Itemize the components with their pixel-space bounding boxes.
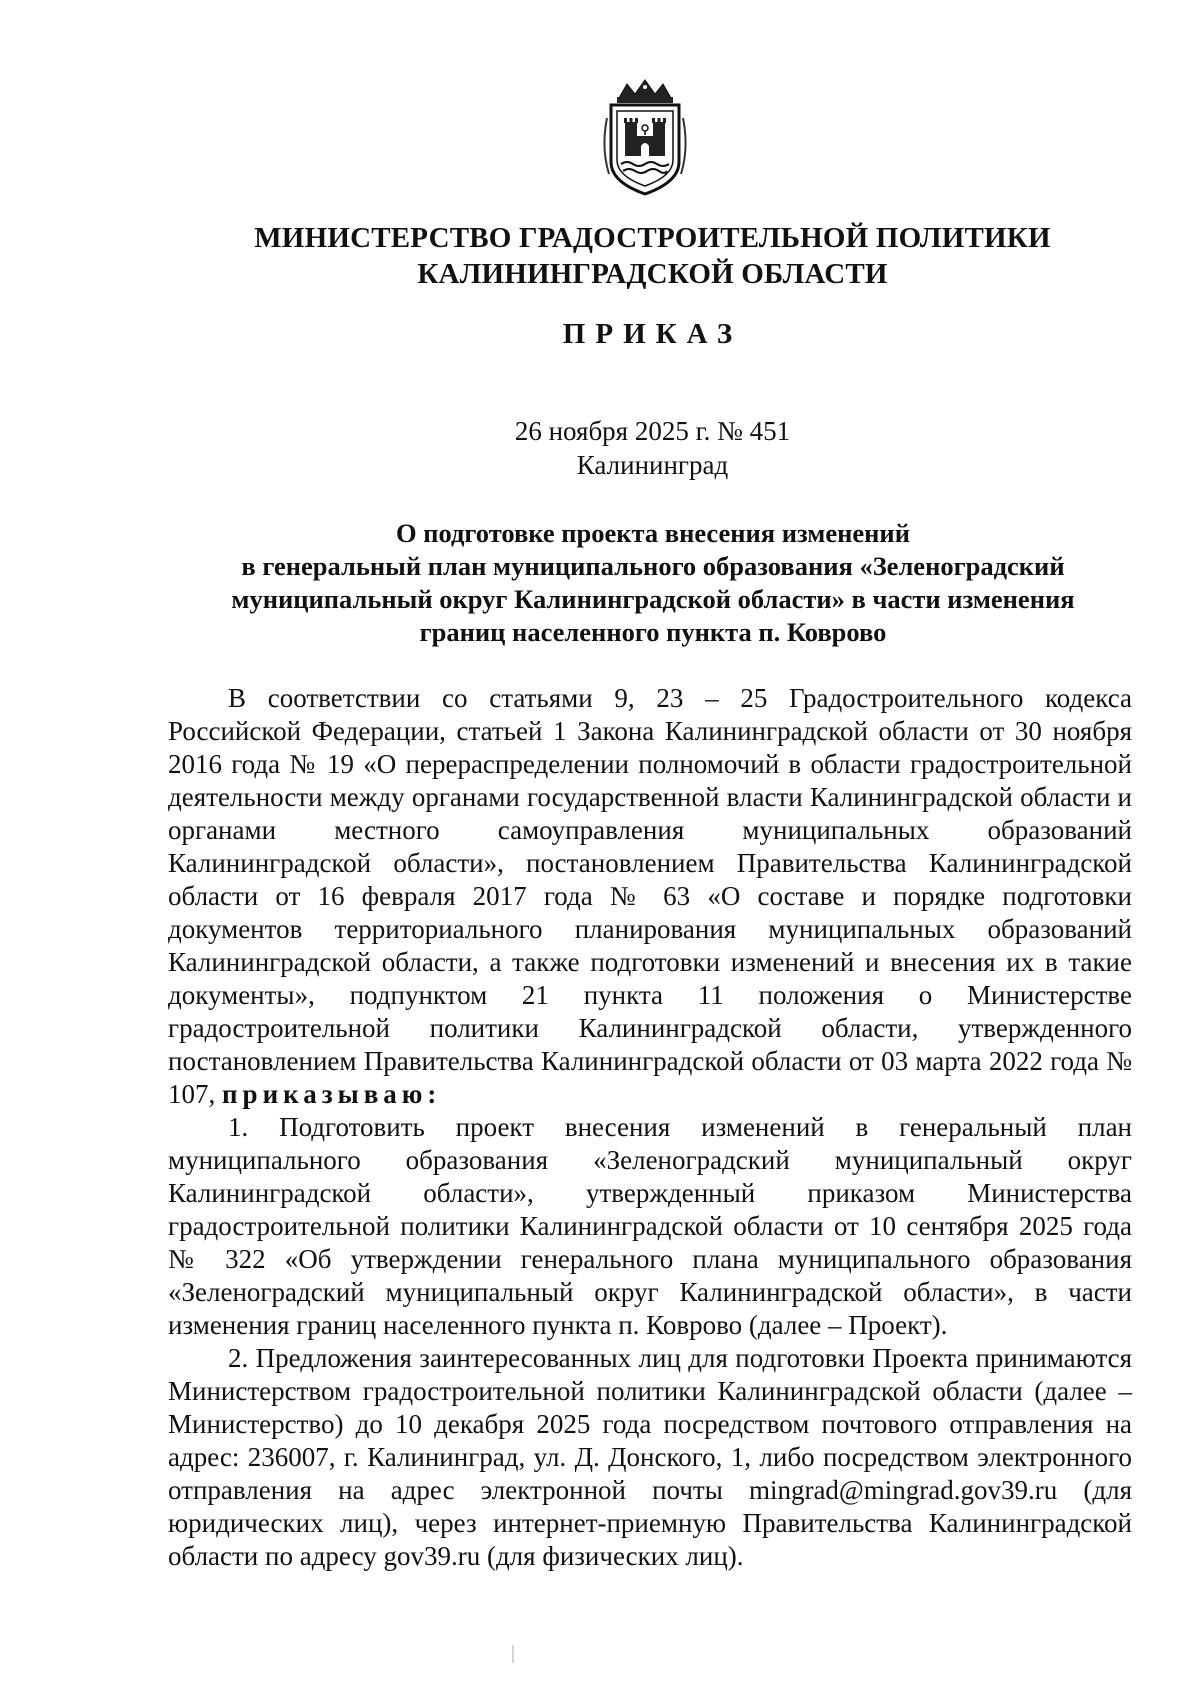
order-item-2: 2. Предложения заинтересованных лиц для подготовки Проекта принимаются Министерством градостроительной политики Калининградской области (далее – Министерство) до 10 декабря 2025 года посредством почтового отправления на адрес: 236007, г. Калининград, ул. Д. Донского, 1, либо посредством электронного отправления на адрес электронной почты mingrad@mingrad.gov39.ru (для юридических лиц), через интернет-приемную Правительства Калининградской области по адресу gov39.ru (для физических лиц). <box>168 1343 1132 1571</box>
scan-artifact-mark <box>512 1645 514 1663</box>
document-type-title: ПРИКАЗ <box>562 318 743 350</box>
order-item-1: 1. Подготовить проект внесения изменений в генеральный план муниципального образования «Зеленоградский муниципальный округ Калининградской области», утвержденный приказом Министерства градостроительной политики Калининградской области от 10 сентября 2025 года № 322 «Об утверждении генерального плана муниципального образования «Зеленоградский муниципальный округ Калининградской области», в части изменения границ населенного пункта п. Коврово (далее – Проект). <box>168 1112 1132 1340</box>
preamble-text: В соответствии со статьями 9, 23 – 25 Градостроительного кодекса Российской Федерации, статьей 1 Закона Калининградской области от 30 ноября 2016 года № 19 «О перераспределении полномочий в области градостроительной деятельности между органами государственной власти Калининградской области и органами местного самоуправления муниципальных образований Калининградской области», постановлением Правительства Калининградской области от 16 февраля 2017 года № 63 «О составе и порядке подготовки документов территориального планирования муниципальных образований Калининградской области, а также подготовки изменений и внесения их в такие документы», подпунктом 21 пункта 11 положения о Министерстве градостроительной политики Калининградской области, утвержденного постановлением Правительства Калининградской области от 03 марта 2022 года № 107, <box>168 683 1132 1109</box>
order-city: Калининград <box>576 450 729 480</box>
ministry-name-line-2: КАЛИНИНГРАДСКОЙ ОБЛАСТИ <box>417 258 888 290</box>
subject-line-3: муниципальный округ Калининградской области» в части изменения <box>231 584 1075 614</box>
order-subject <box>188 517 1118 649</box>
subject-line-1: О подготовке проекта внесения изменений <box>396 518 910 548</box>
subject-line-2: в генеральный план муниципального образования «Зеленоградский <box>241 551 1065 581</box>
subject-line-4: границ населенного пункта п. Коврово <box>419 617 887 647</box>
order-date-number: 26 ноября 2025 г. № 451 <box>514 416 791 446</box>
preamble-paragraph <box>168 682 1132 1111</box>
order-word: приказываю: <box>222 1079 442 1109</box>
ministry-name-line-1: МИНИСТЕРСТВО ГРАДОСТРОИТЕЛЬНОЙ ПОЛИТИКИ <box>254 222 1051 254</box>
order-body <box>168 682 1132 1573</box>
coat-of-arms-icon <box>597 78 693 198</box>
